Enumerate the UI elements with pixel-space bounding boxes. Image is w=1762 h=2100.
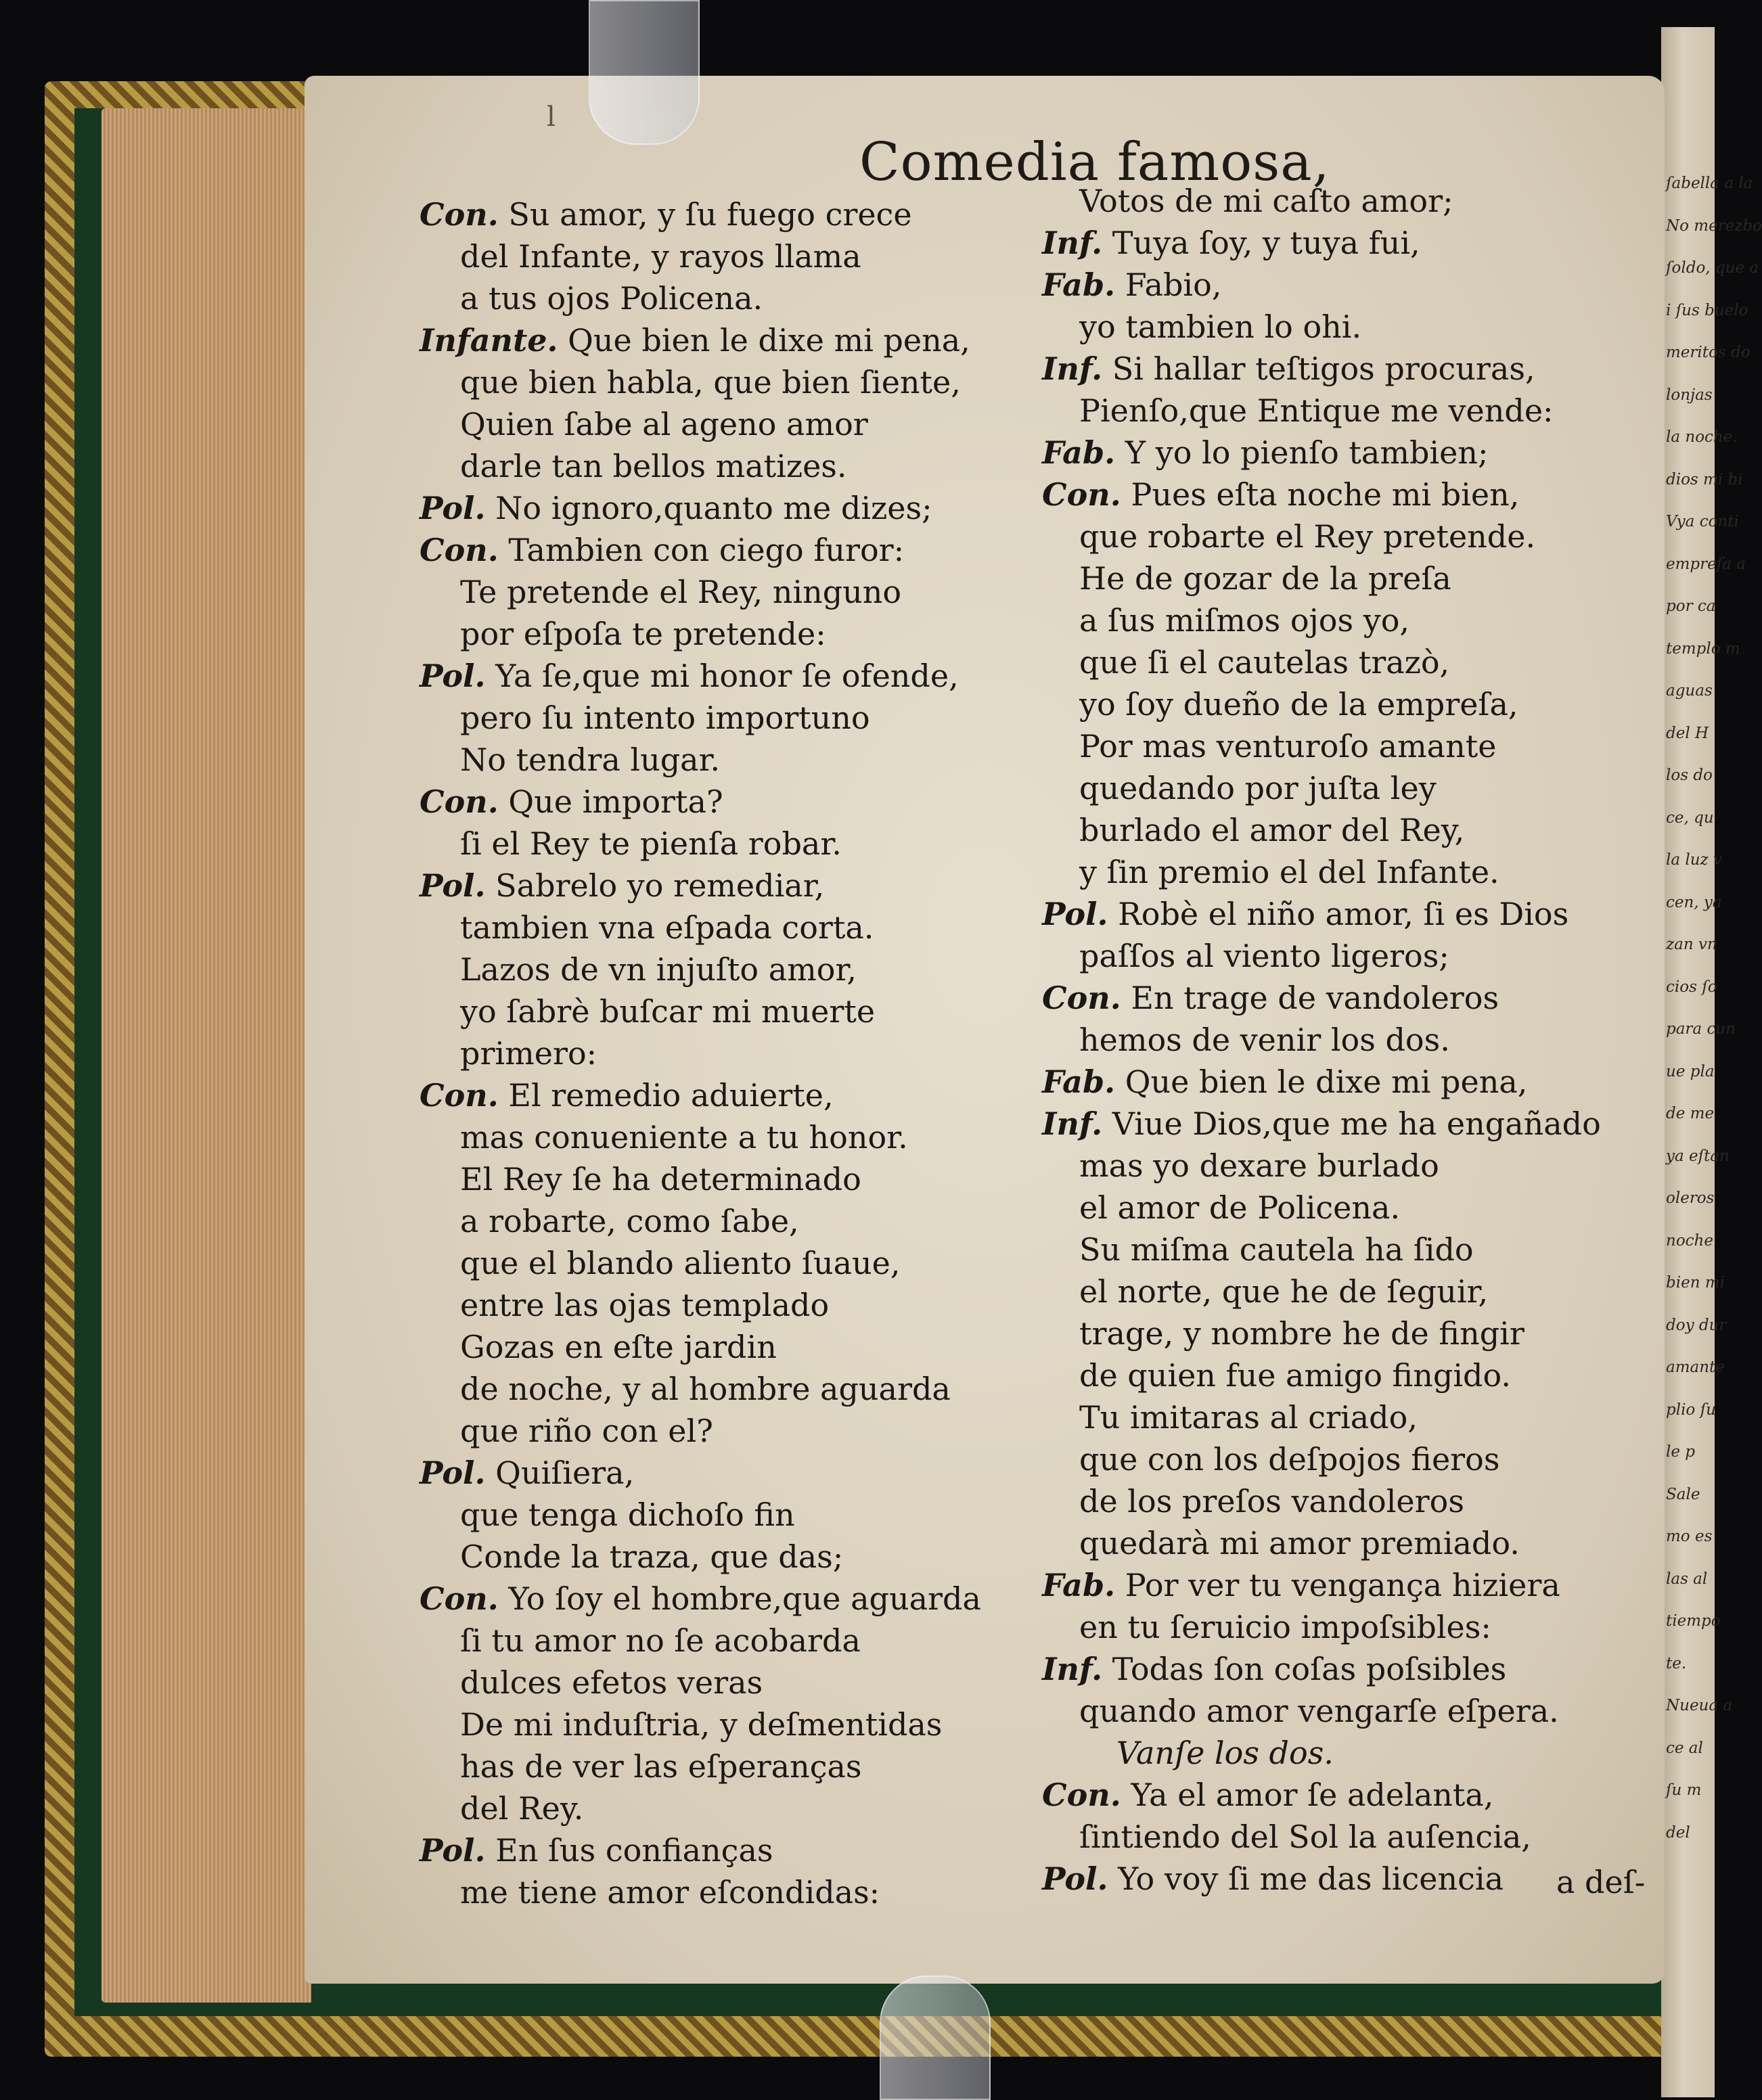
verse-line <box>1079 392 1554 429</box>
facing-fragment: plio ſu <box>1666 1400 1716 1419</box>
verse-line <box>1079 1441 1499 1478</box>
verse-text: primero: <box>460 1035 597 1072</box>
speaker-label: Fab. <box>1042 1064 1116 1100</box>
verse-line <box>1042 1064 1527 1100</box>
speaker-label: Con. <box>420 532 499 568</box>
page-clip-bottom <box>880 1976 991 2100</box>
verse-text: y ſin premio el del Infante. <box>1079 854 1499 890</box>
speaker-label: Con. <box>420 783 499 820</box>
facing-fragment: Vya conti <box>1666 513 1739 530</box>
speaker-label: Inf. <box>1042 1105 1103 1142</box>
verse-text: del Infante, y rayos llama <box>460 238 861 275</box>
verse-line <box>1079 560 1451 597</box>
verse-text: Tuya ſoy, y tuya fui, <box>1102 225 1420 261</box>
facing-fragment: del H <box>1666 724 1709 742</box>
verse-line <box>1079 938 1449 974</box>
speaker-label: Con. <box>1042 476 1121 513</box>
facing-fragment: por ca <box>1666 597 1716 615</box>
verse-line <box>1079 518 1535 555</box>
facing-fragment: ſoldo, que a <box>1666 259 1759 277</box>
verse-text: En trage de vandoleros <box>1121 980 1499 1016</box>
verse-line <box>1079 1273 1488 1310</box>
verse-line <box>420 322 970 359</box>
running-title: Comedia famosa, <box>859 132 1330 193</box>
verse-line <box>1079 1357 1511 1394</box>
speaker-label: Con. <box>420 1580 499 1617</box>
facing-fragment: templo m <box>1666 639 1740 658</box>
verse-text: tambien vna eſpada corta. <box>460 909 874 946</box>
facing-fragment: bien mi <box>1666 1274 1725 1292</box>
verse-text: quando amor vengarſe eſpera. <box>1079 1693 1559 1729</box>
speaker-label: Pol. <box>1042 1861 1108 1897</box>
facing-fragment: noche <box>1666 1231 1713 1250</box>
speaker-label: Pol. <box>420 1455 486 1491</box>
facing-fragment: ſabella a la <box>1666 175 1753 192</box>
speaker-label: Pol. <box>420 490 486 526</box>
verse-line <box>1042 1105 1601 1142</box>
verse-line <box>420 658 959 694</box>
facing-fragment: tiempo <box>1666 1612 1721 1630</box>
verse-text: hemos de venir los dos. <box>1079 1022 1450 1058</box>
verse-line <box>460 1413 713 1449</box>
page-block-edge <box>101 108 311 2003</box>
verse-text: a robarte, como ſabe, <box>460 1203 799 1239</box>
verse-line <box>1079 1231 1474 1268</box>
verse-text: ſi tu amor no ſe acobarda <box>460 1622 861 1659</box>
verse-line <box>460 1203 799 1239</box>
facing-fragment: ya eſtan <box>1666 1147 1730 1165</box>
verse-line <box>460 951 857 988</box>
verse-line <box>460 574 901 610</box>
facing-fragment: cios ſo <box>1666 978 1717 996</box>
speaker-label: Infante. <box>420 322 558 359</box>
verse-text: yo tambien lo ohi. <box>1079 309 1362 345</box>
facing-fragment: ce, qu <box>1666 808 1714 827</box>
verse-text: Quiſiera, <box>485 1455 635 1491</box>
verse-text: Sabrelo yo remediar, <box>485 867 825 904</box>
verse-text: Pues eſta noche mi bien, <box>1121 476 1520 513</box>
facing-fragment: los do <box>1666 767 1713 784</box>
verse-text: El Rey ſe ha determinado <box>460 1161 861 1197</box>
facing-fragment: cen, ya <box>1666 893 1722 911</box>
verse-text: ſi el Rey te pienſa robar. <box>460 825 842 862</box>
verse-text: Ya ſe,que mi honor ſe ofende, <box>485 658 959 694</box>
facing-fragment: No merezbo <box>1666 216 1762 235</box>
speaker-label: Con. <box>420 196 499 233</box>
verse-text: Todas ſon coſas poſsibles <box>1102 1651 1507 1687</box>
verse-text: Conde la traza, que das; <box>460 1538 844 1575</box>
verse-line <box>1042 896 1568 932</box>
verse-line <box>420 196 912 233</box>
verse-line <box>460 280 763 317</box>
verse-text: Pienſo,que Entique me vende: <box>1079 392 1554 429</box>
verse-text: burlado el amor del Rey, <box>1079 812 1465 848</box>
verse-line <box>1079 686 1518 723</box>
verse-text: He de gozar de la preſa <box>1079 560 1451 597</box>
verse-text: de noche, y al hombre aguarda <box>460 1371 951 1407</box>
verse-text: Por ver tu vengança hiziera <box>1115 1567 1560 1603</box>
verse-text: Te pretende el Rey, ninguno <box>460 574 902 610</box>
verse-line <box>460 1329 777 1365</box>
verse-text: el norte, que he de ſeguir, <box>1079 1273 1489 1310</box>
facing-fragment: lonjas <box>1666 386 1713 404</box>
facing-fragment: ſu m <box>1666 1781 1702 1799</box>
facing-fragment: Nueua a <box>1666 1697 1733 1714</box>
verse-text: Viue Dios,que me ha engañado <box>1102 1105 1601 1142</box>
verse-line <box>1042 267 1221 303</box>
verse-line <box>460 1664 763 1701</box>
facing-fragment: Sale <box>1666 1485 1700 1503</box>
verse-line <box>1042 225 1420 261</box>
verse-line <box>460 1497 795 1533</box>
verse-text: me tiene amor eſcondidas: <box>460 1874 880 1911</box>
verse-text: a tus ojos Policena. <box>460 280 763 317</box>
verse-line <box>460 825 842 862</box>
verse-text: No tendra lugar. <box>460 741 721 778</box>
speaker-label: Inf. <box>1042 350 1103 387</box>
facing-fragment: ue pla <box>1666 1062 1715 1080</box>
verse-text: quedarà mi amor premiado. <box>1079 1525 1520 1561</box>
verse-text: ſintiendo del Sol la auſencia, <box>1079 1819 1531 1855</box>
facing-fragment: zan vn <box>1666 936 1717 953</box>
verse-text: dulces efetos veras <box>460 1664 763 1701</box>
facing-fragment: te. <box>1666 1654 1687 1672</box>
verse-line <box>1079 644 1449 681</box>
verse-line <box>420 532 904 568</box>
speaker-label: Con. <box>1042 1777 1121 1813</box>
folio-mark: l <box>547 101 556 133</box>
verse-line <box>1079 1525 1520 1561</box>
verse-line <box>1079 728 1496 764</box>
verse-text: yo ſoy dueño de la empreſa, <box>1079 686 1518 723</box>
verse-text: mas conueniente a tu honor. <box>460 1119 908 1156</box>
verse-text: De mi induſtria, y deſmentidas <box>460 1706 943 1743</box>
verse-text: Yo voy ſi me das licencia <box>1108 1861 1504 1897</box>
verse-line <box>1079 1819 1531 1855</box>
verse-text: por eſpoſa te pretende: <box>460 616 826 652</box>
verse-line <box>1042 980 1499 1016</box>
verse-line <box>460 1245 901 1281</box>
verse-line <box>460 364 961 401</box>
verse-line <box>1042 1651 1506 1687</box>
verse-text: Si hallar teſtigos procuras, <box>1102 350 1535 387</box>
verse-text: Ya el amor ſe adelanta, <box>1121 1777 1494 1813</box>
verse-text: Su miſma cautela ha ſido <box>1079 1231 1474 1268</box>
verse-text: No ignoro,quanto me dizes; <box>485 490 932 526</box>
verse-line <box>460 1748 862 1785</box>
speaker-label: Pol. <box>1042 896 1108 932</box>
verse-text: el amor de Policena. <box>1079 1189 1401 1226</box>
verse-text: mas yo dexare burlado <box>1079 1147 1439 1184</box>
verse-text: que ſi el cautelas trazò, <box>1079 644 1450 681</box>
page-clip-top <box>589 0 700 145</box>
catchword: a deſ- <box>1556 1864 1646 1900</box>
verse-text: En ſus confianças <box>485 1832 773 1869</box>
verse-text: a ſus miſmos ojos yo, <box>1079 602 1410 639</box>
verse-line <box>1116 1735 1334 1771</box>
verse-line <box>460 448 847 484</box>
verse-line <box>1042 476 1519 513</box>
verse-line <box>1079 770 1437 806</box>
verse-text: Lazos de vn injuſto amor, <box>460 951 857 988</box>
verse-text: Y yo lo pienſo tambien; <box>1115 434 1489 471</box>
verse-text: El remedio aduierte, <box>498 1077 834 1114</box>
verse-line <box>1042 1777 1493 1813</box>
verse-line <box>460 1161 861 1197</box>
facing-fragment: meritos do <box>1666 344 1750 361</box>
verse-line <box>1042 434 1488 471</box>
verse-line <box>420 1832 773 1869</box>
speaker-label: Pol. <box>420 658 486 694</box>
verse-text: en tu ſeruicio impoſsibles: <box>1079 1609 1491 1645</box>
verse-text: que el blando aliento ſuaue, <box>460 1245 901 1281</box>
verse-line <box>460 1119 908 1156</box>
verse-line <box>460 741 720 778</box>
speaker-label: Inf. <box>1042 1651 1103 1687</box>
verse-text: Robè el niño amor, ſi es Dios <box>1108 896 1569 932</box>
verse-text: has de ver las eſperanças <box>460 1748 862 1785</box>
verse-text: de los preſos vandoleros <box>1079 1483 1464 1520</box>
verse-line <box>1079 1147 1439 1184</box>
verse-line <box>1079 854 1499 890</box>
verse-line <box>460 1035 597 1072</box>
verse-line <box>1079 1315 1524 1352</box>
verse-line <box>1079 602 1409 639</box>
facing-fragment: oleros <box>1666 1189 1715 1207</box>
verse-line <box>460 1538 843 1575</box>
verse-line <box>460 616 826 652</box>
verse-text: Tambien con ciego furor: <box>498 532 905 568</box>
verse-line <box>420 867 824 904</box>
verse-text: que robarte el Rey pretende. <box>1079 518 1536 555</box>
verse-line <box>460 406 868 442</box>
speaker-label: Con. <box>1042 980 1121 1016</box>
facing-fragment: doy dur <box>1666 1316 1727 1334</box>
speaker-label: Pol. <box>420 867 486 904</box>
verse-line <box>1042 350 1535 387</box>
facing-fragment: i ſus buelo <box>1666 301 1748 319</box>
facing-fragment: de me <box>1666 1105 1715 1122</box>
verse-line <box>1079 1399 1418 1436</box>
facing-fragment: las al <box>1666 1570 1708 1588</box>
verse-line <box>420 1455 634 1491</box>
verse-line <box>460 238 861 275</box>
verse-text: entre las ojas templado <box>460 1287 830 1323</box>
stage-direction: Vanſe los dos. <box>1116 1735 1334 1771</box>
verse-line <box>1079 309 1361 345</box>
speaker-label: Fab. <box>1042 434 1116 471</box>
verse-text: Yo ſoy el hombre,que aguarda <box>498 1580 981 1617</box>
verse-line <box>420 1580 981 1617</box>
verse-line <box>460 1706 942 1743</box>
facing-fragment: le p <box>1666 1443 1696 1461</box>
verse-text: quedando por juſta ley <box>1079 770 1437 806</box>
verse-text: que con los deſpojos fieros <box>1079 1441 1500 1478</box>
verse-text: Votos de mi caſto amor; <box>1079 183 1453 219</box>
verse-text: Que bien le dixe mi pena, <box>1115 1064 1528 1100</box>
verse-text: darle tan bellos matizes. <box>460 448 847 484</box>
verse-text: del Rey. <box>460 1790 584 1827</box>
facing-fragment: empreſa a <box>1666 555 1746 573</box>
facing-fragment: mo es <box>1666 1528 1713 1545</box>
verse-text: Gozas en eſte jardin <box>460 1329 777 1365</box>
verse-text: que bien habla, que bien ſiente, <box>460 364 961 401</box>
verse-line <box>1042 1567 1560 1603</box>
verse-text: paſſos al viento ligeros; <box>1079 938 1449 974</box>
verse-text: Quien ſabe al ageno amor <box>460 406 868 442</box>
verse-text: Que bien le dixe mi pena, <box>558 322 970 359</box>
verse-text: Su amor, y ſu fuego crece <box>498 196 912 233</box>
facing-fragment: la luz v <box>1666 851 1722 869</box>
verse-line <box>460 1874 880 1911</box>
verse-line <box>460 1371 951 1407</box>
verse-line <box>1079 1609 1491 1645</box>
facing-fragment: ce al <box>1666 1739 1703 1757</box>
speaker-label: Fab. <box>1042 1567 1116 1603</box>
verse-line <box>420 783 723 820</box>
verse-text: Por mas venturoſo amante <box>1079 728 1497 764</box>
facing-fragment: dios mi bi <box>1666 470 1743 488</box>
facing-fragment: amante <box>1666 1359 1725 1376</box>
speaker-label: Fab. <box>1042 267 1116 303</box>
verse-line <box>1079 1189 1400 1226</box>
verse-line <box>460 1622 861 1659</box>
verse-line <box>1079 1693 1559 1729</box>
verse-line <box>1079 1483 1464 1520</box>
verse-text: de quien fue amigo fingido. <box>1079 1357 1511 1394</box>
verse-line <box>460 993 875 1030</box>
verse-line <box>460 700 870 736</box>
verse-text: Fabio, <box>1115 267 1222 303</box>
verse-line <box>420 1077 834 1114</box>
verse-line <box>1079 812 1464 848</box>
verse-line <box>1079 183 1453 219</box>
facing-fragment: del <box>1666 1823 1690 1842</box>
verse-line <box>460 909 874 946</box>
verse-text: trage, y nombre he de fingir <box>1079 1315 1524 1352</box>
facing-page-fragments <box>1666 162 1762 1921</box>
facing-fragment: la noche. <box>1666 428 1738 446</box>
verse-line <box>460 1790 583 1827</box>
verse-text: Que importa? <box>498 783 723 820</box>
verse-text: pero ſu intento importuno <box>460 700 870 736</box>
verse-text: yo ſabrè buſcar mi muerte <box>460 993 876 1030</box>
verse-text: que riño con el? <box>460 1413 713 1449</box>
verse-text: que tenga dichoſo fin <box>460 1497 795 1533</box>
verse-text: Tu imitaras al criado, <box>1079 1399 1418 1436</box>
speaker-label: Con. <box>420 1077 499 1114</box>
verse-line <box>1042 1861 1504 1897</box>
speaker-label: Inf. <box>1042 225 1103 261</box>
speaker-label: Pol. <box>420 1832 486 1869</box>
verse-line <box>420 490 932 526</box>
facing-fragment: para cun <box>1666 1020 1736 1038</box>
facing-fragment: aguas <box>1666 682 1713 700</box>
verse-line <box>1079 1022 1450 1058</box>
verse-line <box>460 1287 829 1323</box>
